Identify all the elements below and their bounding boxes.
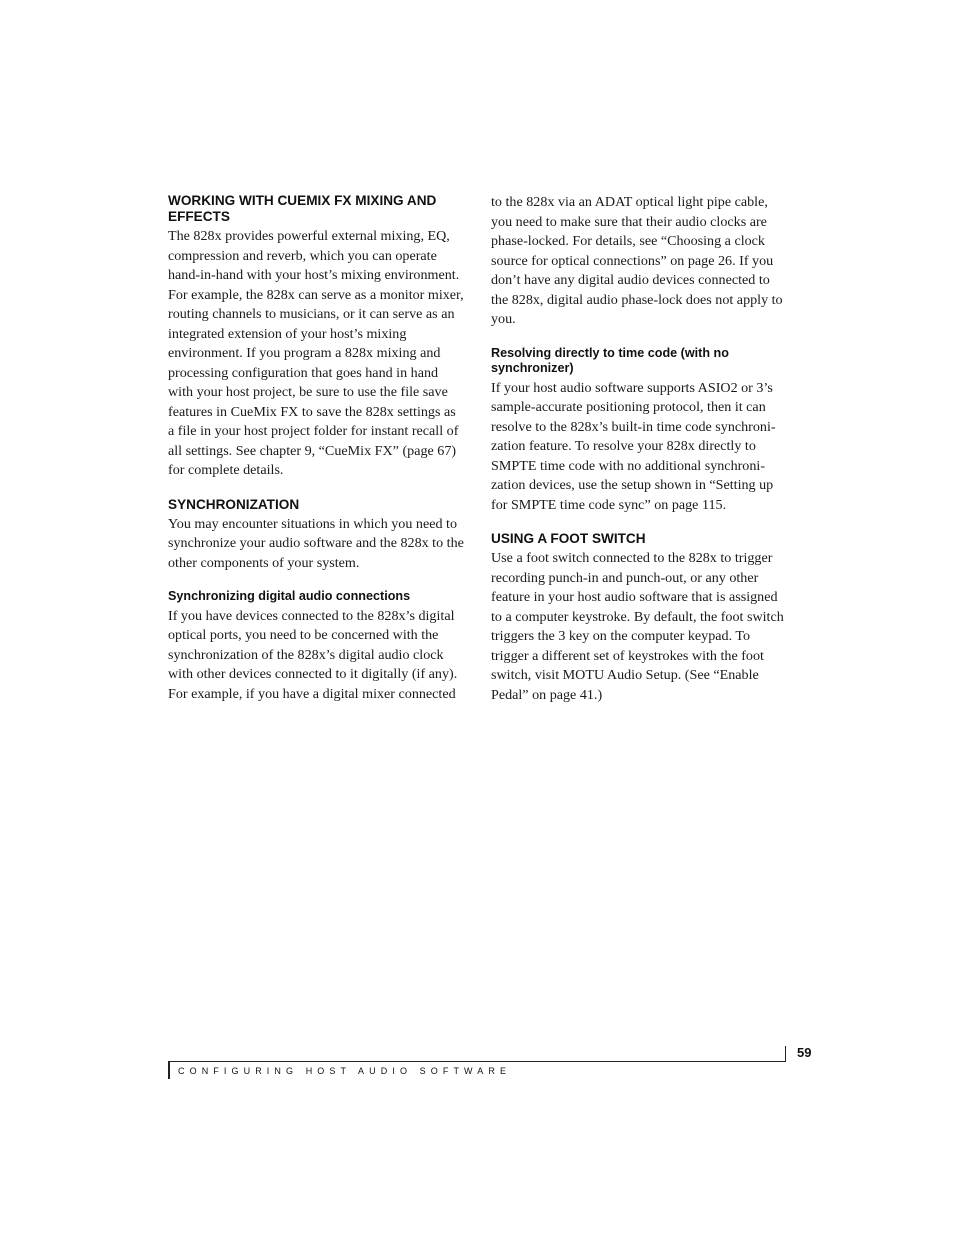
paragraph-synchronization: You may encounter situations in which you need to synchronize your audio software and the 828x to the other components of your system. [168, 515, 464, 571]
paragraph-resolving-time-code: If your host audio software supports ASIO2 or 3’s sample-accurate positioning protocol, then it can resolve to the 828x’s built-in time code synchroni-zation feature. To resolve your 828x directly to SMPTE time code with no additional synchroni-zation devices, use the setup shown in “Setting up for SMPTE time code sync” on page 115. [491, 379, 776, 513]
subheading-digital-audio-connections: Synchronizing digital audio connections [168, 589, 411, 603]
paragraph-continuation: to the 828x via an ADAT optical light pipe cable, you need to make sure that their audio clocks are phase-locked. For details, see “Choosing a clock source for optical connections” on page 26. If you don’t have any digital audio devices connected to the 828x, digital audio phase-lock does not apply to you. [491, 194, 783, 327]
spacer [168, 573, 464, 589]
left-column [168, 193, 464, 704]
spacer [491, 330, 787, 346]
heading-foot-switch: USING A FOOT SWITCH [491, 531, 646, 546]
spacer [491, 515, 787, 531]
heading-synchronization: SYNCHRONIZATION [168, 496, 300, 512]
spacer [168, 481, 464, 497]
footer-page-divider [785, 1046, 786, 1062]
paragraph-cuemix-fx: The 828x provides powerful external mixing, EQ, compression and reverb, which you can operate hand-in-hand with your host’s mixing environment. For example, the 828x can serve as a monitor mixer, routing channels to musicians, or it can serve as an integrated extension of your host’s mixing environment. If you program a 828x mixing and processing configuration that goes hand in hand with your host project, be sure to use the file save features in CueMix FX to save the 828x settings as a file in your host project folder for instant recall of all settings. See chapter 9, “CueMix FX” (page 67) for complete details. [168, 228, 464, 478]
footer-left-bar [168, 1061, 170, 1079]
page-number: 59 [797, 1045, 812, 1060]
right-column [491, 193, 787, 705]
footer-rule [168, 1061, 786, 1062]
heading-cuemix-fx: WORKING WITH CUEMIX FX MIXING AND EFFECTS [168, 193, 437, 224]
paragraph-digital-audio-connections: If you have devices connected to the 828x’s digital optical ports, you need to be concerned with the synchronization of the 828x’s digital audio clock with other devices connected to it digitally (if any). For example, if you have a digital mixer connected [168, 607, 458, 702]
running-footer-title: CONFIGURING HOST AUDIO SOFTWARE [178, 1066, 512, 1076]
paragraph-foot-switch: Use a foot switch connected to the 828x to trigger recording punch-in and punch-out, or any other feature in your host audio software that is assigned to a computer keystroke. By default, the foot switch triggers the 3 key on the computer keypad. To trigger a different set of keystrokes with the foot switch, visit MOTU Audio Setup. (See “Enable Pedal” on page 41.) [491, 550, 784, 703]
subheading-resolving-time-code: Resolving directly to time code (with no synchronizer) [491, 345, 729, 375]
